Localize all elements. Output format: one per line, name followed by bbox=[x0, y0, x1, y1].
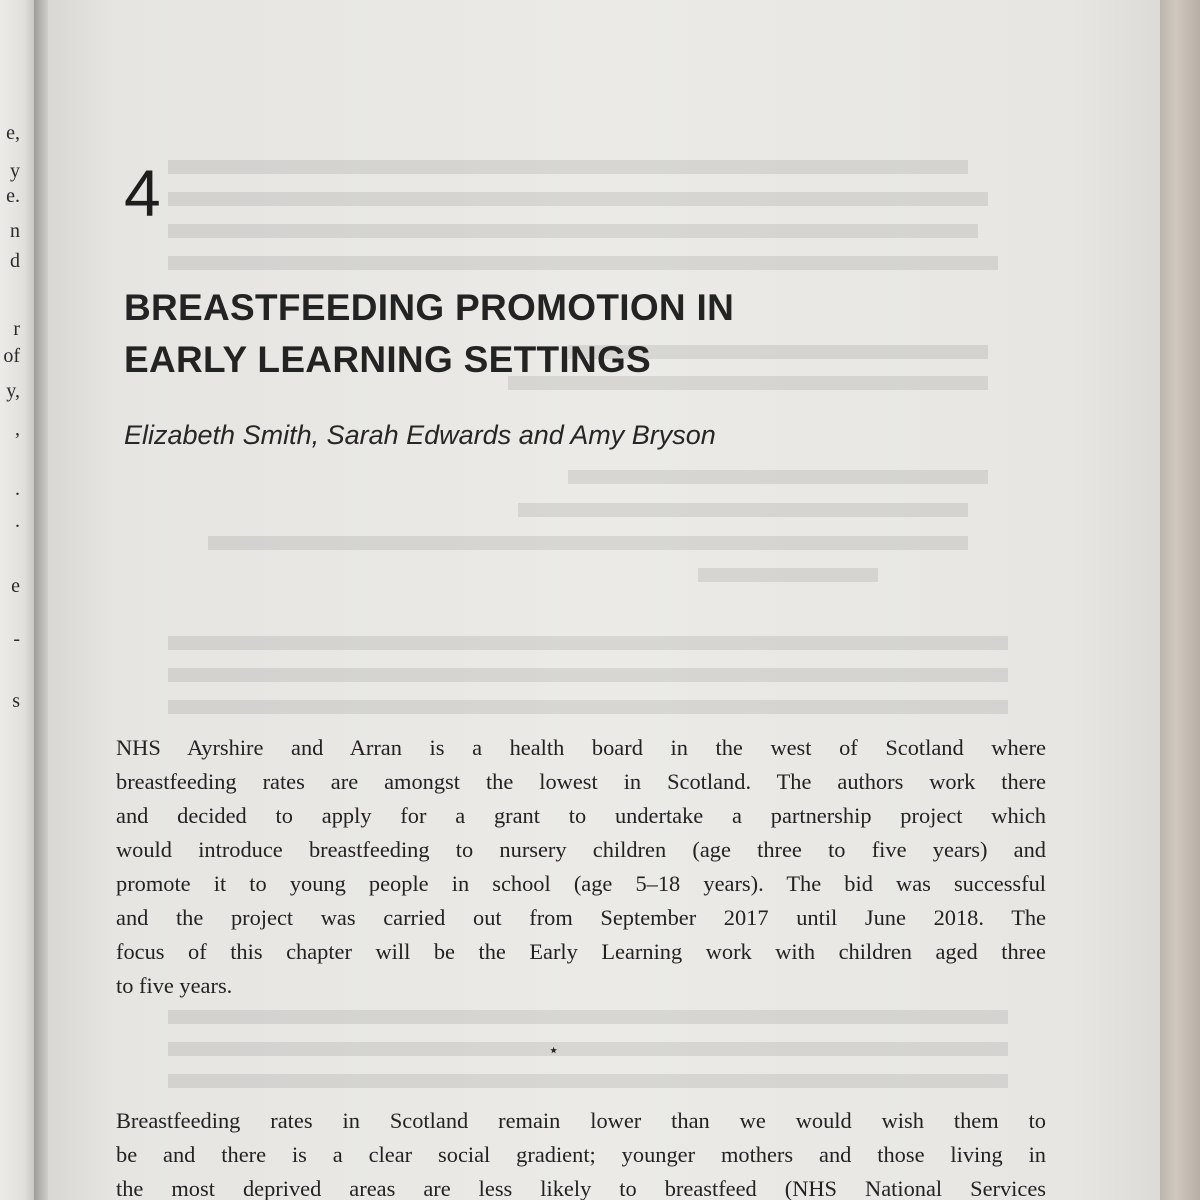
left-page-fragment: n bbox=[10, 220, 20, 242]
left-page-fragment: of bbox=[3, 345, 20, 367]
left-page-fragment: s bbox=[12, 690, 20, 712]
body-line: be and there is a clear social gradient; younger mothers and those living in bbox=[116, 1142, 1046, 1167]
chapter-title-line: BREASTFEEDING PROMOTION IN bbox=[124, 287, 735, 328]
left-page-fragment: y bbox=[10, 160, 20, 182]
left-page-fragment: , bbox=[15, 418, 20, 440]
left-page-fragment: d bbox=[10, 250, 20, 272]
chapter-number: 4 bbox=[124, 156, 161, 230]
abstract-line: promote it to young people in school (age 5–18 years). The bid was successful bbox=[116, 871, 1046, 896]
chapter-title-line: EARLY LEARNING SETTINGS bbox=[124, 339, 652, 380]
chapter-authors: Elizabeth Smith, Sarah Edwards and Amy Bryson bbox=[124, 420, 716, 450]
book-page bbox=[48, 0, 1160, 1200]
left-page-fragment: e bbox=[11, 575, 20, 597]
abstract-line: and the project was carried out from September 2017 until June 2018. The bbox=[116, 905, 1046, 930]
left-page-fragment: e. bbox=[6, 185, 20, 207]
book-gutter bbox=[34, 0, 48, 1200]
abstract-line: and decided to apply for a grant to undertake a partnership project which bbox=[116, 803, 1046, 828]
body-line: the most deprived areas are less likely to breastfeed (NHS National Services bbox=[116, 1176, 1046, 1200]
abstract-line: focus of this chapter will be the Early Learning work with children aged three bbox=[116, 939, 1046, 964]
table-surface bbox=[1160, 0, 1200, 1200]
abstract-line: breastfeeding rates are amongst the lowest in Scotland. The authors work there bbox=[116, 769, 1046, 794]
left-page-fragment: . bbox=[15, 478, 20, 500]
left-page-fragment: y, bbox=[6, 380, 20, 402]
chapter-title bbox=[124, 282, 1024, 386]
left-page-fragment: - bbox=[13, 628, 20, 650]
left-page-edge bbox=[0, 0, 34, 1200]
abstract-line: to five years. bbox=[116, 973, 233, 998]
body-line: Breastfeeding rates in Scotland remain lower than we would wish them to bbox=[116, 1108, 1046, 1133]
left-page-fragment: . bbox=[15, 510, 20, 532]
section-divider-star: ⋆ bbox=[548, 1040, 560, 1061]
left-page-fragment: e, bbox=[6, 122, 20, 144]
abstract-line: would introduce breastfeeding to nursery children (age three to five years) and bbox=[116, 837, 1046, 862]
left-page-fragment: r bbox=[13, 318, 20, 340]
abstract-line: NHS Ayrshire and Arran is a health board in the west of Scotland where bbox=[116, 735, 1046, 760]
